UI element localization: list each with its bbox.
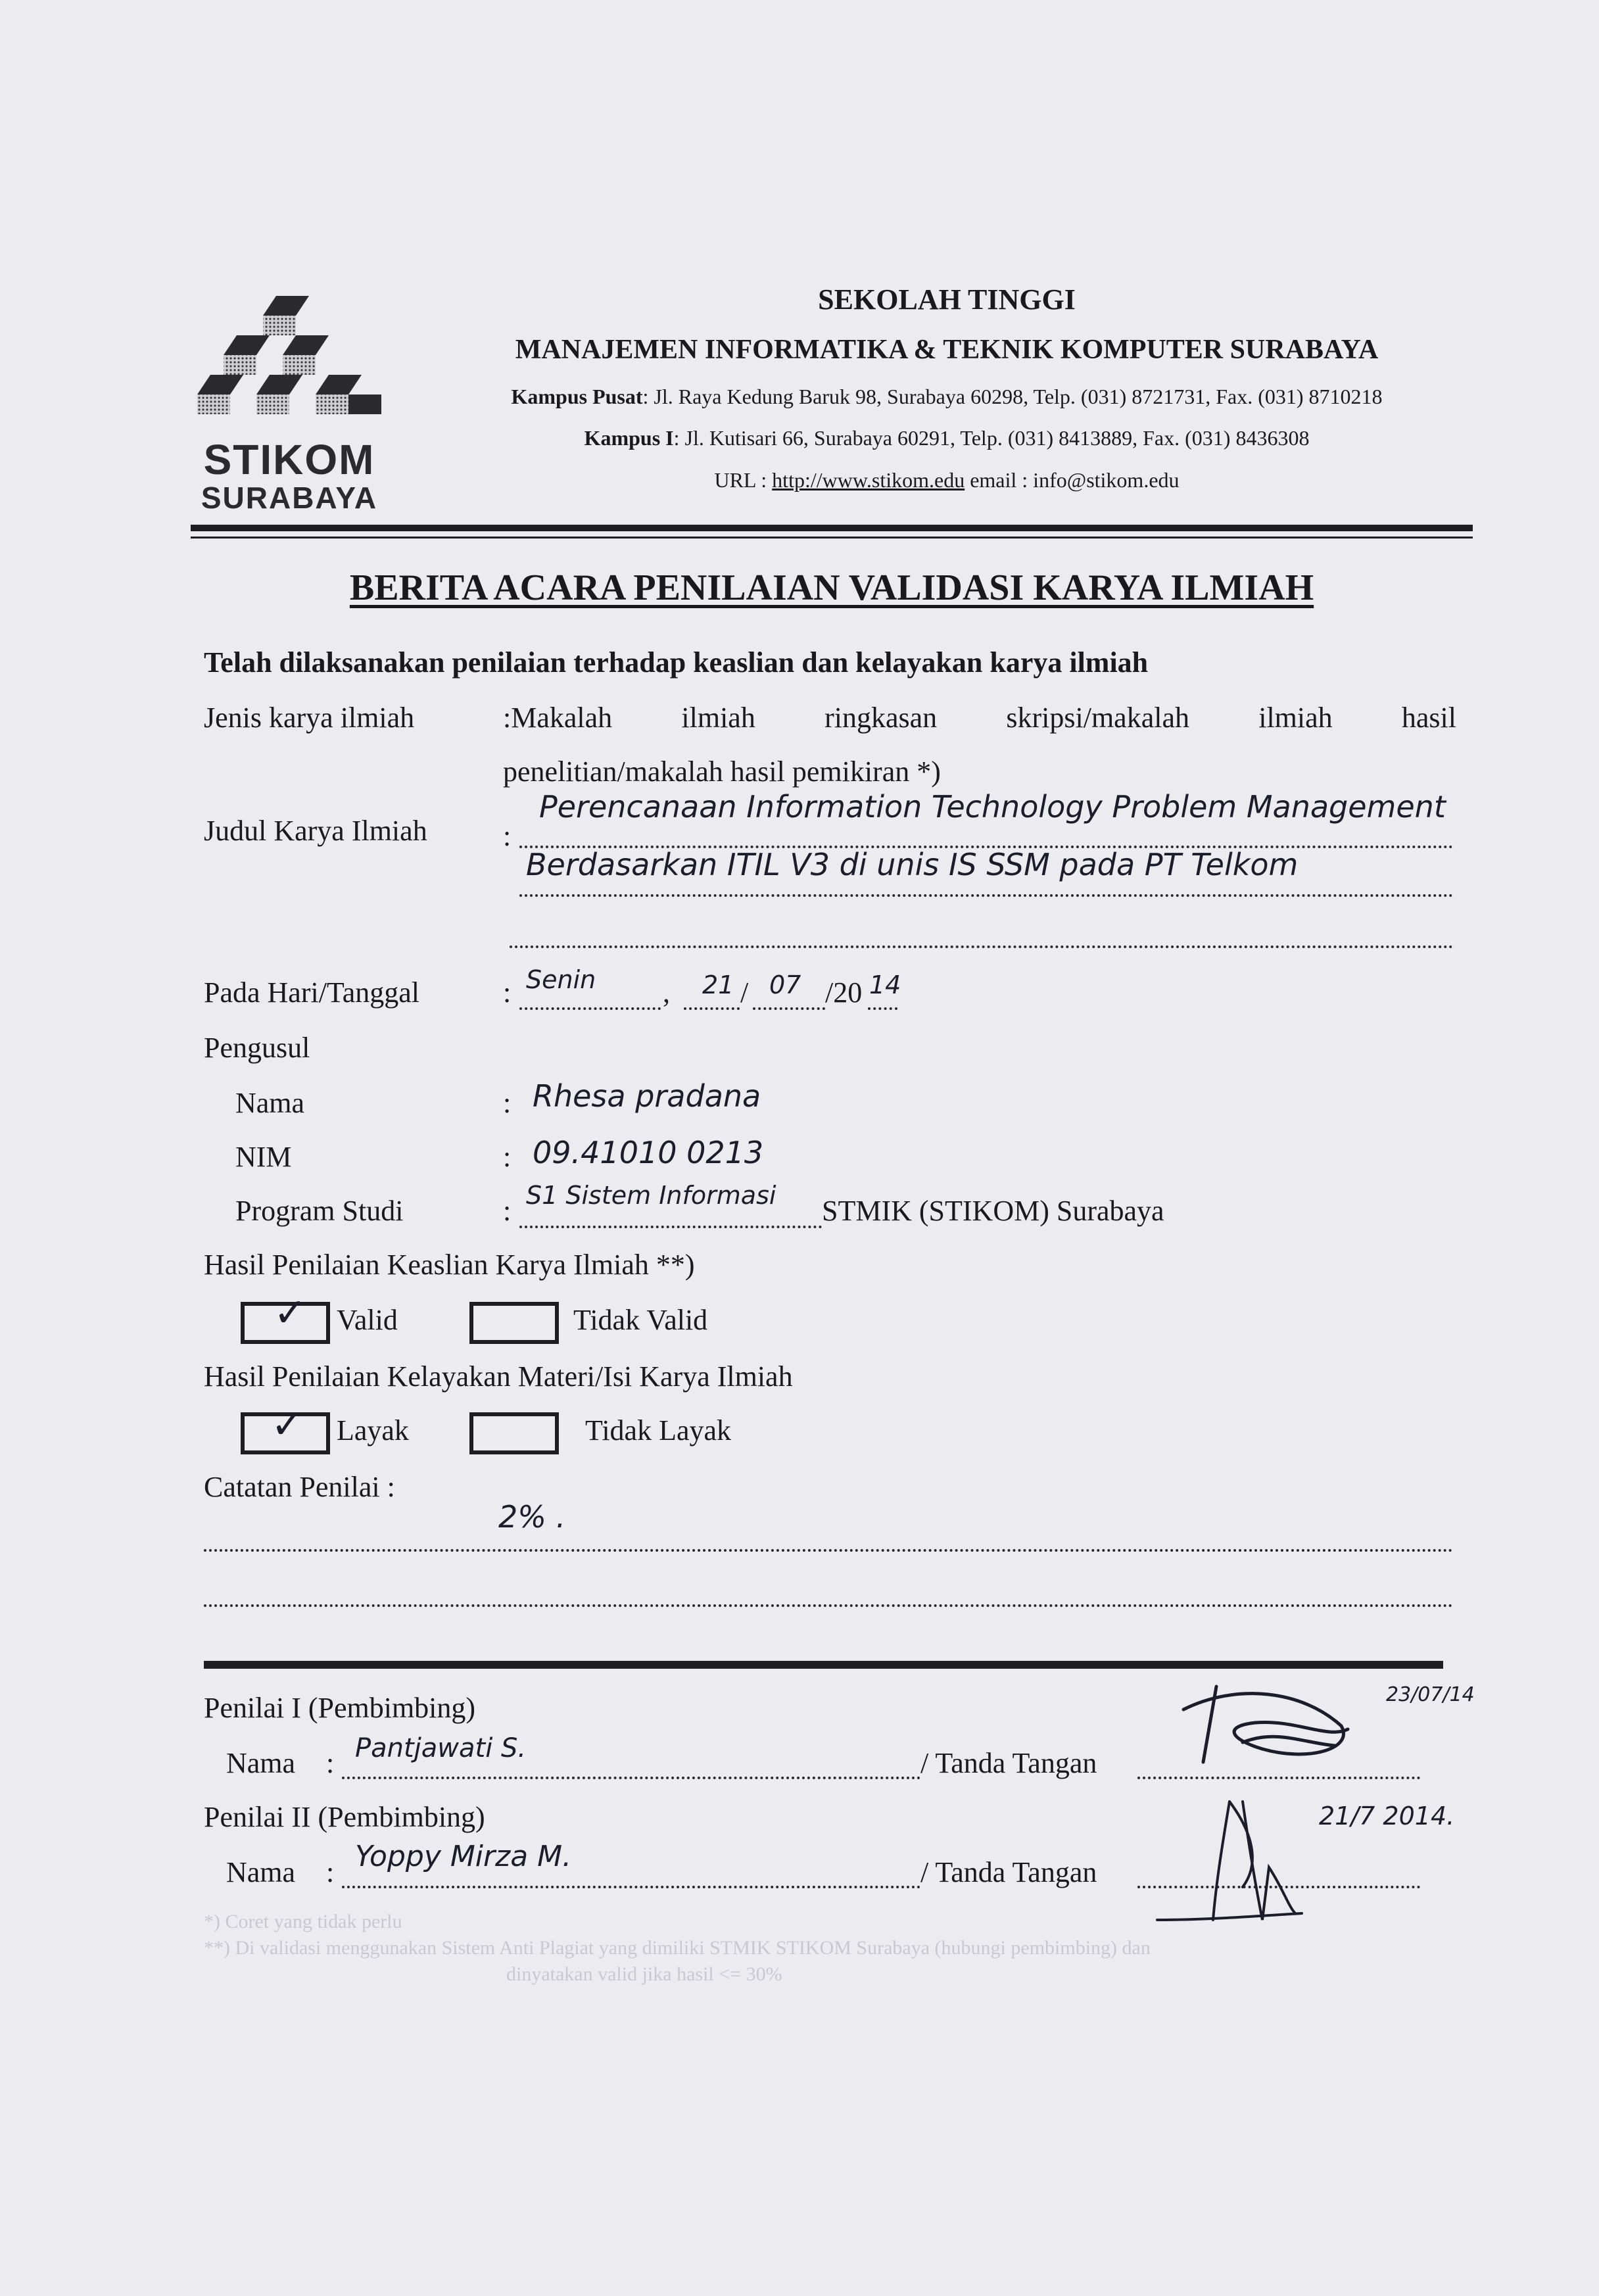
penilai2-nama-line bbox=[342, 1886, 920, 1888]
header-rule-thick bbox=[191, 525, 1473, 531]
tanggal-label: Pada Hari/Tanggal bbox=[204, 976, 420, 1009]
keaslian-label: Hasil Penilaian Keaslian Karya Ilmiah **) bbox=[204, 1249, 695, 1281]
tanggal-hari-line bbox=[519, 1007, 661, 1010]
campus-1-text: : Jl. Kutisari 66, Surabaya 60291, Telp. (031) 8413889, Fax. (031) 8436308 bbox=[673, 426, 1310, 450]
penilai1-colon: : bbox=[326, 1747, 335, 1779]
penilai1-nama-label: Nama bbox=[226, 1747, 296, 1779]
contact-line bbox=[408, 468, 1486, 492]
footnote-1: *) Coret yang tidak perlu bbox=[204, 1911, 402, 1932]
institution-line-1: SEKOLAH TINGGI bbox=[818, 283, 1076, 316]
campus-main-address bbox=[408, 385, 1486, 409]
penilai1-ttd-label: / Tanda Tangan bbox=[920, 1747, 1097, 1779]
pengusul-label: Pengusul bbox=[204, 1032, 310, 1064]
penilai2-name: Yoppy Mirza M. bbox=[355, 1840, 572, 1873]
tidak-layak-checkbox[interactable] bbox=[469, 1412, 559, 1454]
document-title: BERITA ACARA PENILAIAN VALIDASI KARYA ILMIAH bbox=[349, 567, 1314, 608]
prodi-suffix: STMIK (STIKOM) Surabaya bbox=[822, 1195, 1164, 1227]
prodi-handwritten: S1 Sistem Informasi bbox=[526, 1181, 776, 1210]
layak-checkbox[interactable] bbox=[241, 1402, 330, 1454]
nim-label: NIM bbox=[235, 1141, 292, 1173]
tanggal-slash: / bbox=[740, 976, 749, 1009]
penilai2-colon: : bbox=[326, 1856, 335, 1888]
penilai1-label: Penilai I (Pembimbing) bbox=[204, 1692, 476, 1724]
nama-label: Nama bbox=[235, 1087, 305, 1119]
penilai2-nama-label: Nama bbox=[226, 1856, 296, 1888]
penilai1-ttd-line bbox=[1137, 1777, 1420, 1779]
tanggal-tgl-line bbox=[684, 1007, 740, 1010]
stikom-logo bbox=[197, 289, 381, 513]
tanggal-bln-line bbox=[753, 1007, 825, 1010]
penilai1-date: 23/07/14 bbox=[1386, 1683, 1475, 1706]
penilai1-nama-line bbox=[342, 1777, 920, 1779]
campus-1-address bbox=[408, 426, 1486, 450]
tanggal-comma: , bbox=[663, 976, 670, 1009]
tanggal-thn-line bbox=[868, 1007, 897, 1010]
tanggal-colon: : bbox=[503, 976, 512, 1009]
tidak-valid-checkbox[interactable] bbox=[469, 1302, 559, 1344]
header-rule-thin bbox=[191, 537, 1473, 538]
prodi-dotted-line bbox=[519, 1226, 822, 1228]
nim-colon: : bbox=[503, 1141, 512, 1173]
logo-text-surabaya: SURABAYA bbox=[201, 481, 378, 515]
nama-colon: : bbox=[503, 1087, 512, 1119]
penilai2-ttd-label: / Tanda Tangan bbox=[920, 1856, 1097, 1888]
penilai2-date: 21/7 2014. bbox=[1319, 1802, 1455, 1830]
penilai1-signature bbox=[1144, 1663, 1381, 1775]
nama-value: Rhesa pradana bbox=[533, 1078, 761, 1114]
jenis-value-line-1: :Makalah ilmiah ringkasan skripsi/makalah ilmiah hasil bbox=[503, 702, 1456, 734]
layak-label: Layak bbox=[337, 1414, 409, 1447]
email-text: email : info@stikom.edu bbox=[965, 468, 1180, 492]
tidak-valid-label: Tidak Valid bbox=[573, 1304, 708, 1336]
judul-colon: : bbox=[503, 820, 512, 852]
catatan-value: 2% . bbox=[498, 1499, 566, 1535]
prodi-colon: : bbox=[503, 1195, 512, 1227]
tanggal-thn: 14 bbox=[869, 970, 901, 999]
jenis-value-line-2: penelitian/makalah hasil pemikiran *) bbox=[503, 755, 941, 788]
layak-check-icon: ✓ bbox=[271, 1402, 304, 1448]
tanggal-tgl: 21 bbox=[702, 970, 734, 999]
tanggal-year-prefix: /20 bbox=[825, 976, 863, 1009]
institution-line-2: MANAJEMEN INFORMATIKA & TEKNIK KOMPUTER SURABAYA bbox=[515, 335, 1379, 365]
tidak-layak-label: Tidak Layak bbox=[585, 1414, 732, 1447]
catatan-dotted-line-2 bbox=[204, 1604, 1453, 1607]
valid-label: Valid bbox=[337, 1304, 398, 1336]
footnote-2: **) Di validasi menggunakan Sistem Anti Plagiat yang dimiliki STMIK STIKOM Surabaya (hubungi pembimbing) dan bbox=[204, 1937, 1151, 1959]
catatan-dotted-line-1 bbox=[204, 1549, 1453, 1552]
campus-main-text: : Jl. Raya Kedung Baruk 98, Surabaya 60298, Telp. (031) 8721731, Fax. (031) 8710218 bbox=[642, 385, 1383, 408]
judul-dotted-line-3 bbox=[510, 945, 1453, 948]
jenis-label: Jenis karya ilmiah bbox=[204, 702, 415, 734]
intro-text: Telah dilaksanakan penilaian terhadap keaslian dan kelayakan karya ilmiah bbox=[204, 646, 1149, 679]
nim-value: 09.41010 0213 bbox=[533, 1135, 764, 1170]
kelayakan-label: Hasil Penilaian Kelayakan Materi/Isi Karya Ilmiah bbox=[204, 1360, 793, 1393]
penilai1-name: Pantjawati S. bbox=[355, 1733, 527, 1763]
catatan-label: Catatan Penilai : bbox=[204, 1471, 395, 1503]
url-prefix: URL : bbox=[714, 468, 773, 492]
judul-dotted-line-2 bbox=[519, 894, 1453, 897]
campus-main-label: Kampus Pusat bbox=[511, 385, 643, 408]
tanggal-bln: 07 bbox=[769, 970, 801, 999]
judul-handwritten-1: Perencanaan Information Technology Problem Management bbox=[539, 789, 1446, 825]
penilai2-label: Penilai II (Pembimbing) bbox=[204, 1801, 485, 1833]
judul-label: Judul Karya Ilmiah bbox=[204, 815, 427, 847]
judul-handwritten-2: Berdasarkan ITIL V3 di unis IS SSM pada PT Telkom bbox=[526, 847, 1299, 882]
campus-1-label: Kampus I bbox=[584, 426, 674, 450]
website-link[interactable]: http://www.stikom.edu bbox=[772, 468, 965, 492]
logo-text-stikom: STIKOM bbox=[203, 436, 375, 483]
valid-check-icon: ✓ bbox=[274, 1290, 307, 1336]
footnote-3: dinyatakan valid jika hasil <= 30% bbox=[506, 1963, 782, 1985]
prodi-label: Program Studi bbox=[235, 1195, 404, 1227]
tanggal-hari: Senin bbox=[526, 965, 596, 994]
valid-checkbox[interactable] bbox=[241, 1290, 330, 1344]
stikom-stairs-icon bbox=[197, 289, 381, 434]
